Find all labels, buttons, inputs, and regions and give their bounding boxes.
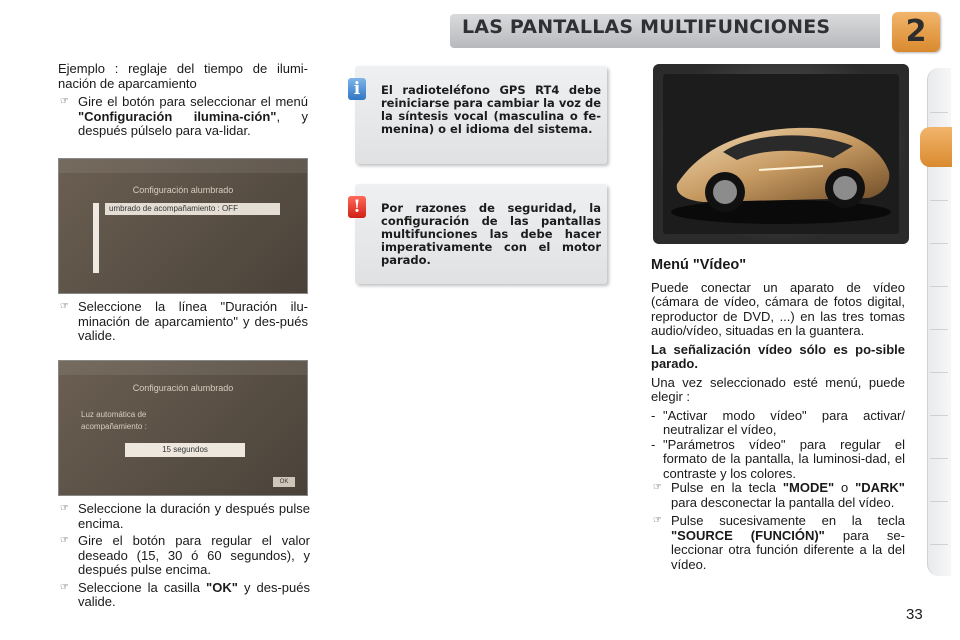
chapter-badge: 2: [892, 12, 940, 52]
paragraph-bold: La señalización vídeo sólo es po-sible parado.: [651, 341, 905, 371]
tab-divider: [930, 200, 948, 201]
step-select-line: [58, 300, 308, 344]
menu-name: "Configuración ilumina-ción": [78, 108, 277, 124]
key-name: "DARK": [855, 480, 905, 495]
screen-selected-line: umbrado de acompañamiento : OFF: [105, 203, 280, 215]
step-text: Pulse sucesivamente en la tecla: [671, 513, 905, 528]
section-title-video: Menú "Vídeo": [651, 257, 747, 273]
screen-status-bar: [59, 159, 307, 173]
page-title: LAS PANTALLAS MULTIFUNCIONES: [462, 16, 831, 38]
dash-mark: -: [651, 407, 656, 423]
screen-status-bar: [59, 361, 307, 375]
tab-divider: [930, 112, 948, 113]
dash-mark: -: [651, 436, 656, 452]
step-text: o: [834, 480, 856, 495]
screen-duration-value: 15 segundos: [125, 443, 245, 457]
pointing-hand-icon: ☞: [60, 96, 69, 107]
ok-label: "OK": [206, 579, 238, 595]
warning-notice-text: Por razones de seguridad, la configuración de las pantallas multifunciones las debe hacer imperativamente con el motor parado.: [381, 201, 601, 267]
warning-icon: !: [348, 196, 366, 218]
screen-title: Configuración alumbrado: [132, 383, 234, 393]
info-icon: i: [348, 78, 366, 100]
step-text: y des-pués valide.: [78, 579, 310, 609]
step-disconnect-video: [651, 481, 905, 510]
tab-divider: [930, 458, 948, 459]
step-text: Gire el botón para regular el valor deseado (15, 30 ó 60 segundos), y después pulse encima.: [78, 533, 310, 577]
step-select-duration: [58, 502, 310, 531]
dash-text: "Parámetros vídeo" para regular el formato de la pantalla, la luminosi-dad, el contraste y los colores.: [663, 436, 905, 481]
info-notice-text: El radioteléfono GPS RT4 debe reiniciarse para cambiar la voz de la síntesis vocal (masculina o fe-menina) o el idioma del sistema.: [381, 83, 601, 136]
step-text: para desconectar la pantalla del vídeo.: [671, 494, 895, 510]
tab-divider: [930, 501, 948, 502]
step-select-menu: [58, 95, 308, 139]
screen-option-line: Luz automática de: [81, 410, 147, 419]
screen-scrollbar: [93, 203, 99, 273]
tab-divider: [930, 372, 948, 373]
step-text: , y después púlselo para va-lidar.: [78, 108, 308, 138]
step-text: Seleccione la duración y después pulse encima.: [78, 501, 310, 531]
screen-ok-box: OK: [273, 477, 295, 487]
step-text: Pulse en la tecla: [671, 480, 783, 495]
intro-text: Ejemplo : reglaje del tiempo de ilumi-nación de aparcamiento: [58, 61, 308, 91]
warning-notice: [355, 184, 607, 284]
tab-divider: [930, 329, 948, 330]
step-select-source: [651, 514, 905, 572]
screen-title: Configuración alumbrado: [132, 185, 234, 195]
tab-divider: [930, 286, 948, 287]
car-image: [663, 74, 899, 234]
pointing-hand-icon: ☞: [653, 482, 662, 493]
screen-lighting-config: [58, 158, 308, 294]
step-adjust-value: [58, 534, 310, 578]
pointing-hand-icon: ☞: [60, 503, 69, 514]
screen-duration-config: [58, 360, 308, 496]
info-notice: [355, 66, 607, 164]
tab-divider: [930, 415, 948, 416]
dash-item: [651, 438, 905, 482]
dash-item: [651, 409, 905, 438]
sports-car-illustration: [663, 74, 899, 234]
chapter-tab-active[interactable]: [920, 127, 952, 167]
pointing-hand-icon: ☞: [60, 581, 69, 593]
left-column-top: [58, 62, 308, 139]
step-text: para se-leccionar otra función diferente a la del vídeo.: [671, 527, 905, 572]
left-column-step2: [58, 300, 308, 344]
step-text: Seleccione la línea "Duración ilu-minación de aparcamiento" y des-pués valide.: [78, 299, 308, 343]
page-header: [0, 0, 960, 60]
step-text: Seleccione la casilla: [78, 579, 207, 595]
screen-option-label: [81, 409, 147, 433]
step-text: Gire el botón para seleccionar el menú: [78, 94, 308, 109]
pointing-hand-icon: ☞: [60, 301, 69, 312]
paragraph: Puede conectar un aparato de vídeo (cámara de vídeo, cámara de fotos digital, reproductor de DVD, ...) en las tres tomas audio/vídeo, situadas en la guantera.: [651, 279, 905, 338]
screen-option-line: acompañamiento :: [81, 422, 147, 431]
dash-text: "Activar modo vídeo" para activar/ neutralizar el vídeo,: [663, 407, 905, 437]
key-name: "MODE": [782, 480, 835, 495]
tab-divider: [930, 243, 948, 244]
key-name: "SOURCE (FUNCIÓN)": [671, 527, 825, 543]
step-select-ok: [58, 581, 310, 610]
page-number: 33: [906, 606, 923, 623]
pointing-hand-icon: ☞: [653, 515, 662, 526]
tab-divider: [930, 544, 948, 545]
left-column-steps: [58, 502, 310, 610]
pointing-hand-icon: ☞: [60, 535, 69, 546]
paragraph: Una vez seleccionado esté menú, puede elegir :: [651, 374, 905, 404]
right-column: [651, 258, 905, 572]
